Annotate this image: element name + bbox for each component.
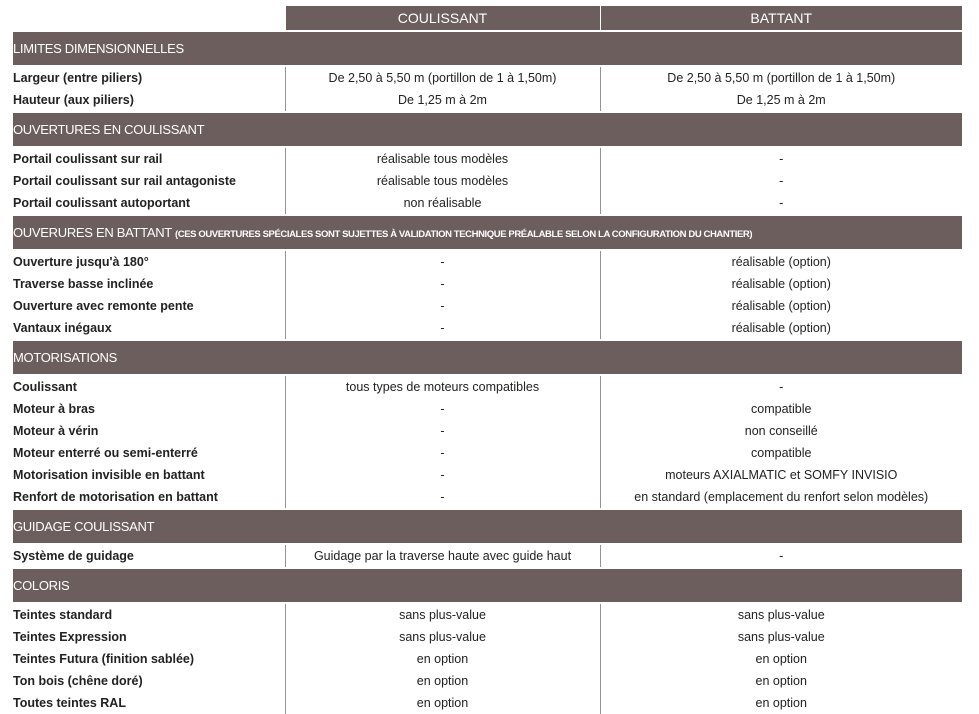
cell-coulissant: Guidage par la traverse haute avec guide haut: [285, 544, 600, 568]
table-row: [13, 375, 962, 398]
column-header-coulissant: COULISSANT: [285, 6, 600, 31]
table-row: [13, 670, 962, 692]
header-row: [13, 6, 962, 31]
table-row: [13, 626, 962, 648]
cell-coulissant: -: [285, 273, 600, 295]
section-note: (CES OUVERTURES SPÉCIALES SONT SUJETTES À VALIDATION TECHNIQUE PRÉALABLE SELON LA CONFIGURATION DU CHANTIER): [175, 229, 753, 240]
cell-coulissant: -: [285, 398, 600, 420]
row-label: Portail coulissant autoportant: [13, 196, 191, 210]
section-header-row: [13, 568, 962, 603]
table-row: [13, 603, 962, 626]
cell-coulissant: -: [285, 295, 600, 317]
table-row: [13, 648, 962, 670]
spec-table: [13, 6, 962, 714]
cell-coulissant: tous types de moteurs compatibles: [285, 375, 600, 398]
cell-battant: réalisable (option): [600, 250, 962, 273]
cell-coulissant: non réalisable: [285, 192, 600, 215]
cell-battant: non conseillé: [600, 420, 962, 442]
cell-battant: sans plus-value: [600, 603, 962, 626]
table-row: [13, 295, 962, 317]
cell-battant: compatible: [600, 398, 962, 420]
table-row: [13, 486, 962, 509]
row-label: Moteur à vérin: [13, 424, 99, 438]
cell-battant: compatible: [600, 442, 962, 464]
section-header-cell: [13, 112, 962, 147]
cell-battant: sans plus-value: [600, 626, 962, 648]
table-row: [13, 317, 962, 340]
table-row: [13, 170, 962, 192]
row-label: Largeur (entre piliers): [13, 71, 143, 85]
row-label: Coulissant: [13, 380, 77, 394]
row-label: Portail coulissant sur rail antagoniste: [13, 174, 236, 188]
row-label: Traverse basse inclinée: [13, 277, 154, 291]
cell-battant: -: [600, 147, 962, 170]
table-row: [13, 273, 962, 295]
row-label: Teintes standard: [13, 608, 113, 622]
header-empty-cell: [13, 6, 285, 31]
row-label: Ouverture avec remonte pente: [13, 299, 194, 313]
cell-battant: -: [600, 544, 962, 568]
cell-coulissant: De 2,50 à 5,50 m (portillon de 1 à 1,50m): [285, 66, 600, 89]
section-header-row: [13, 31, 962, 66]
row-label: Ouverture jusqu'à 180°: [13, 255, 149, 269]
cell-battant: De 2,50 à 5,50 m (portillon de 1 à 1,50m): [600, 66, 962, 89]
cell-battant: réalisable (option): [600, 295, 962, 317]
cell-coulissant: en option: [285, 692, 600, 714]
row-label: Ton bois (chêne doré): [13, 674, 143, 688]
table-row: [13, 250, 962, 273]
cell-coulissant: De 1,25 m à 2m: [285, 89, 600, 112]
section-header-row: [13, 112, 962, 147]
table-row: [13, 66, 962, 89]
cell-coulissant: -: [285, 486, 600, 509]
cell-battant: réalisable (option): [600, 273, 962, 295]
section-header-cell: [13, 509, 962, 544]
section-header-row: [13, 215, 962, 250]
cell-coulissant: réalisable tous modèles: [285, 147, 600, 170]
cell-battant: -: [600, 170, 962, 192]
row-label: Teintes Expression: [13, 630, 127, 644]
row-label: Teintes Futura (finition sablée): [13, 652, 195, 666]
table-row: [13, 89, 962, 112]
cell-coulissant: -: [285, 442, 600, 464]
cell-battant: -: [600, 375, 962, 398]
cell-coulissant: sans plus-value: [285, 603, 600, 626]
cell-battant: en standard (emplacement du renfort selon modèles): [600, 486, 962, 509]
table-row: [13, 692, 962, 714]
column-header-battant: BATTANT: [600, 6, 962, 31]
row-label: Moteur à bras: [13, 402, 95, 416]
table-row: [13, 464, 962, 486]
table-row: [13, 442, 962, 464]
cell-coulissant: -: [285, 317, 600, 340]
cell-coulissant: réalisable tous modèles: [285, 170, 600, 192]
row-label: Portail coulissant sur rail: [13, 152, 163, 166]
cell-battant: en option: [600, 670, 962, 692]
table-row: [13, 398, 962, 420]
table-row: [13, 192, 962, 215]
table-row: [13, 147, 962, 170]
row-label: Toutes teintes RAL: [13, 696, 126, 710]
section-header-cell: [13, 215, 962, 250]
cell-coulissant: sans plus-value: [285, 626, 600, 648]
cell-coulissant: -: [285, 250, 600, 273]
table-row: [13, 420, 962, 442]
row-label: Hauteur (aux piliers): [13, 93, 134, 107]
section-header-cell: [13, 568, 962, 603]
cell-battant: réalisable (option): [600, 317, 962, 340]
spec-body: [13, 31, 962, 714]
row-label: Motorisation invisible en battant: [13, 468, 205, 482]
section-title: MOTORISATIONS: [13, 350, 117, 365]
row-label: Renfort de motorisation en battant: [13, 490, 218, 504]
section-header-row: [13, 509, 962, 544]
cell-battant: en option: [600, 648, 962, 670]
cell-coulissant: en option: [285, 670, 600, 692]
cell-coulissant: en option: [285, 648, 600, 670]
section-header-cell: [13, 340, 962, 375]
section-title: LIMITES DIMENSIONNELLES: [13, 41, 184, 56]
cell-coulissant: -: [285, 420, 600, 442]
cell-battant: moteurs AXIALMATIC et SOMFY INVISIO: [600, 464, 962, 486]
row-label: Moteur enterré ou semi-enterré: [13, 446, 198, 460]
cell-battant: -: [600, 192, 962, 215]
row-label: Vantaux inégaux: [13, 321, 112, 335]
cell-battant: en option: [600, 692, 962, 714]
cell-coulissant: -: [285, 464, 600, 486]
cell-battant: De 1,25 m à 2m: [600, 89, 962, 112]
section-header-row: [13, 340, 962, 375]
row-label: Système de guidage: [13, 549, 134, 563]
section-title: COLORIS: [13, 578, 70, 593]
section-title: OUVERURES EN BATTANT: [13, 225, 172, 240]
section-title: OUVERTURES EN COULISSANT: [13, 122, 205, 137]
section-header-cell: [13, 31, 962, 66]
table-row: [13, 544, 962, 568]
section-title: GUIDAGE COULISSANT: [13, 519, 155, 534]
